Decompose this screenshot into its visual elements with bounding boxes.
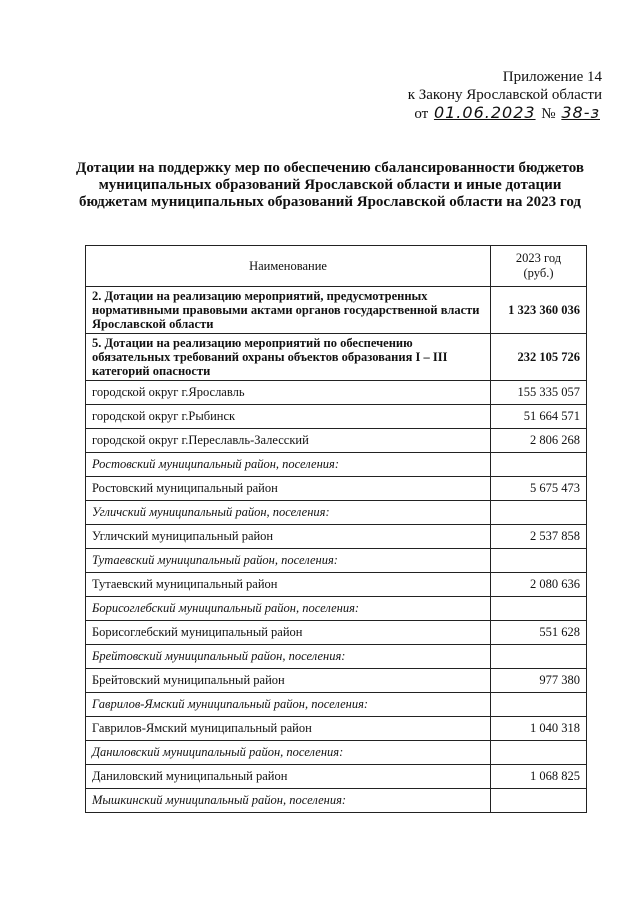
row-amount — [491, 789, 587, 813]
row-name: Угличский муниципальный район, поселения: — [86, 501, 491, 525]
table-row — [86, 525, 587, 549]
row-amount — [491, 597, 587, 621]
row-name: Брейтовский муниципальный район, поселения: — [86, 645, 491, 669]
row-amount: 2 806 268 — [491, 429, 587, 453]
row-name: Угличский муниципальный район — [86, 525, 491, 549]
row-name: 2. Дотации на реализацию мероприятий, предусмотренных нормативными правовыми актами органов государственной власти Ярославской области — [86, 287, 491, 334]
table-row — [86, 477, 587, 501]
row-amount: 232 105 726 — [491, 334, 587, 381]
row-name: Гаврилов-Ямский муниципальный район, поселения: — [86, 693, 491, 717]
row-name: Ростовский муниципальный район, поселения: — [86, 453, 491, 477]
table-row — [86, 549, 587, 573]
row-amount — [491, 645, 587, 669]
row-name: 5. Дотации на реализацию мероприятий по обеспечению обязательных требований охраны объектов образования I – III категорий опасности — [86, 334, 491, 381]
table-row — [86, 573, 587, 597]
table-row — [86, 669, 587, 693]
table-row — [86, 765, 587, 789]
row-amount — [491, 501, 587, 525]
row-name: Борисоглебский муниципальный район, поселения: — [86, 597, 491, 621]
table-row — [86, 405, 587, 429]
budget-table — [85, 245, 587, 813]
appendix-header — [408, 68, 602, 123]
row-name: Даниловский муниципальный район — [86, 765, 491, 789]
row-name: Тутаевский муниципальный район — [86, 573, 491, 597]
row-amount — [491, 741, 587, 765]
handwritten-date: 01.06.2023 — [433, 103, 536, 122]
table-row — [86, 334, 587, 381]
row-amount: 51 664 571 — [491, 405, 587, 429]
table-row — [86, 287, 587, 334]
row-amount: 155 335 057 — [491, 381, 587, 405]
table-row — [86, 453, 587, 477]
table-row — [86, 741, 587, 765]
row-amount: 2 080 636 — [491, 573, 587, 597]
row-amount: 1 068 825 — [491, 765, 587, 789]
row-amount: 5 675 473 — [491, 477, 587, 501]
table-row — [86, 693, 587, 717]
row-name: Гаврилов-Ямский муниципальный район — [86, 717, 491, 741]
number-prefix: № — [541, 106, 556, 122]
handwritten-number: 38-з — [561, 103, 600, 122]
appendix-date-line — [408, 104, 602, 123]
row-name: городской округ г.Переславль-Залесский — [86, 429, 491, 453]
table-row — [86, 621, 587, 645]
document-title: Дотации на поддержку мер по обеспечению сбалансированности бюджетов муниципальных образований Ярославской области и иные дотации бюджетам муниципальных образований Ярославской области на 2023 год — [76, 160, 584, 210]
header-year-label: 2023 год — [515, 251, 562, 265]
row-amount: 1 323 360 036 — [491, 287, 587, 334]
table-row — [86, 645, 587, 669]
table-row — [86, 717, 587, 741]
table-row — [86, 429, 587, 453]
table-row — [86, 381, 587, 405]
table-header-row — [86, 246, 587, 287]
date-prefix: от — [414, 106, 429, 122]
header-year-unit: (руб.) — [523, 266, 554, 280]
header-name: Наименование — [86, 246, 491, 287]
table-row — [86, 597, 587, 621]
row-amount — [491, 453, 587, 477]
row-name: Мышкинский муниципальный район, поселения: — [86, 789, 491, 813]
row-name: Борисоглебский муниципальный район — [86, 621, 491, 645]
appendix-number: Приложение 14 — [502, 69, 602, 85]
row-name: Ростовский муниципальный район — [86, 477, 491, 501]
table-row — [86, 789, 587, 813]
row-amount: 1 040 318 — [491, 717, 587, 741]
appendix-law-reference: к Закону Ярославской области — [407, 87, 602, 103]
row-name: Тутаевский муниципальный район, поселения: — [86, 549, 491, 573]
row-amount — [491, 549, 587, 573]
row-name: Брейтовский муниципальный район — [86, 669, 491, 693]
row-amount: 2 537 858 — [491, 525, 587, 549]
row-name: Даниловский муниципальный район, поселения: — [86, 741, 491, 765]
row-name: городской округ г.Рыбинск — [86, 405, 491, 429]
row-amount — [491, 693, 587, 717]
table-row — [86, 501, 587, 525]
header-year — [491, 246, 587, 287]
row-amount: 551 628 — [491, 621, 587, 645]
row-amount: 977 380 — [491, 669, 587, 693]
row-name: городской округ г.Ярославль — [86, 381, 491, 405]
